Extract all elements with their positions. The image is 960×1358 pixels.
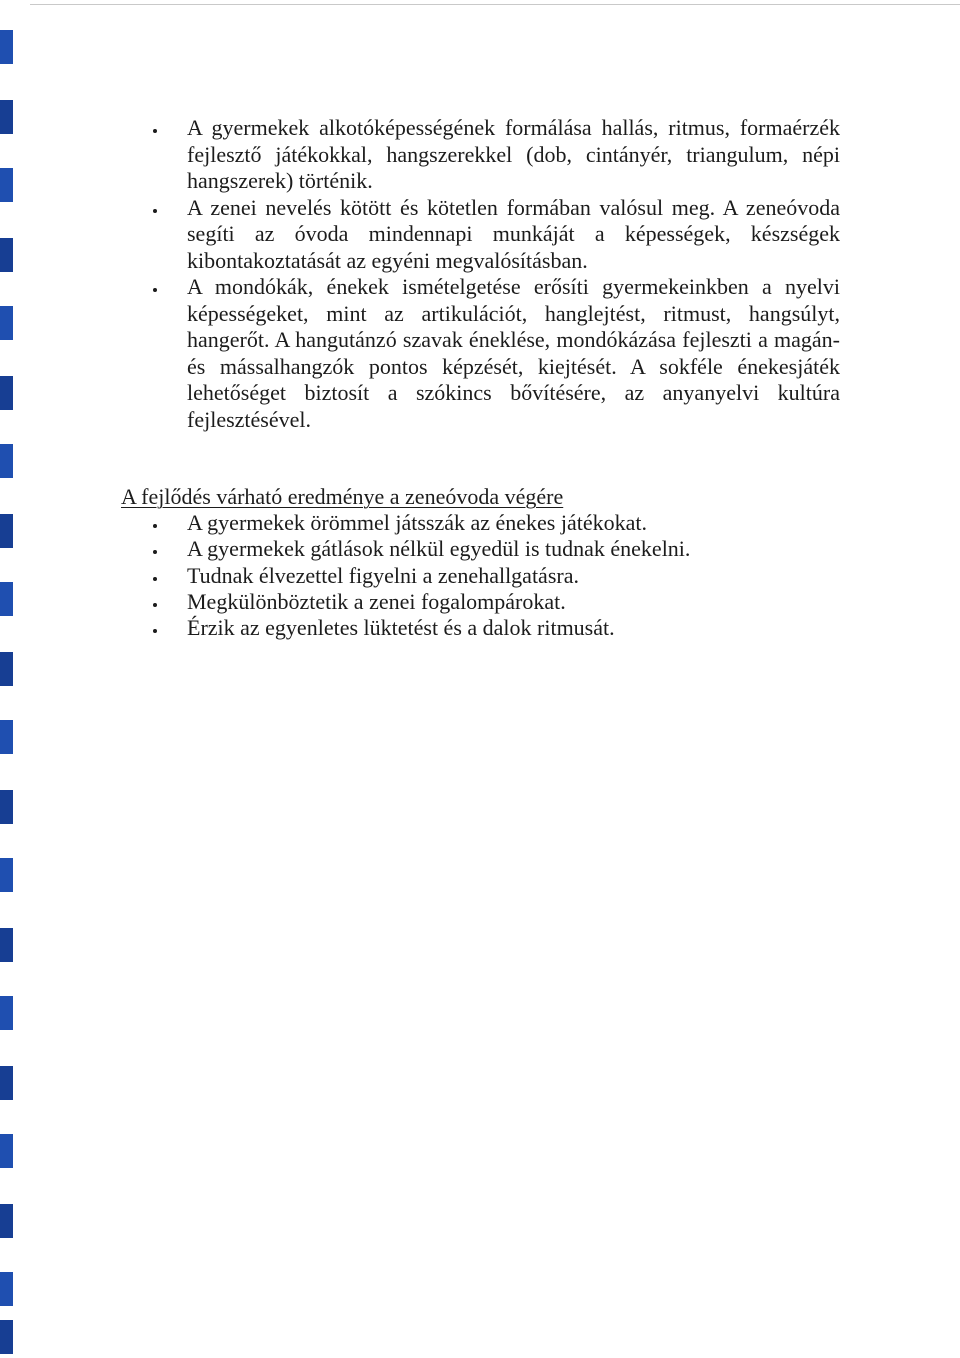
binding-mark xyxy=(0,444,13,478)
binding-mark xyxy=(0,1134,13,1168)
binding-mark xyxy=(0,582,13,616)
outcome-item: Megkülönböztetik a zenei fogalompárokat. xyxy=(150,589,840,615)
outcome-item: Tudnak élvezettel figyelni a zenehallgatásra. xyxy=(150,563,840,589)
section-heading: A fejlődés várható eredménye a zeneóvoda végére xyxy=(121,484,564,509)
outcomes-bullet-list xyxy=(150,510,840,641)
binding-mark xyxy=(0,1272,13,1306)
binding-strip xyxy=(0,0,16,1358)
paragraph-item: A zenei nevelés kötött és kötetlen formában valósul meg. A zeneóvoda segíti az óvoda mindennapi munkáját a képességek, készségek kibontakoztatását az egyéni megvalósításban. xyxy=(150,195,840,275)
binding-mark xyxy=(0,652,13,686)
binding-mark xyxy=(0,376,13,410)
binding-mark xyxy=(0,928,13,962)
binding-mark xyxy=(0,720,13,754)
binding-mark xyxy=(0,168,13,202)
binding-mark xyxy=(0,238,13,272)
paragraph-item: A mondókák, énekek ismételgetése erősíti gyermekeinkben a nyelvi képességeket, mint az artikulációt, hanglejtést, ritmust, hangsúlyt, hangerőt. A hangutánzó szavak éneklése, mondókázása fejleszti a magán- és mássalhangzók pontos képzését, kiejtését. A sokféle énekesjáték lehetőséget biztosít a szókincs bővítésére, az anyanyelvi kultúra fejlesztésével. xyxy=(150,274,840,433)
binding-mark xyxy=(0,1204,13,1238)
intro-bullet-list xyxy=(150,115,840,433)
outcome-item: A gyermekek gátlások nélkül egyedül is tudnak énekelni. xyxy=(150,536,840,562)
outcome-item: Érzik az egyenletes lüktetést és a dalok ritmusát. xyxy=(150,615,840,641)
binding-mark xyxy=(0,100,13,134)
binding-mark xyxy=(0,514,13,548)
outcome-item: A gyermekek örömmel játsszák az énekes játékokat. xyxy=(150,510,840,536)
binding-mark xyxy=(0,996,13,1030)
binding-mark xyxy=(0,1066,13,1100)
binding-mark xyxy=(0,858,13,892)
paragraph-item: A gyermekek alkotóképességének formálása hallás, ritmus, formaérzék fejlesztő játékokkal, hangszerekkel (dob, cintányér, triangulum, népi hangszerek) történik. xyxy=(150,115,840,195)
binding-mark xyxy=(0,790,13,824)
binding-mark xyxy=(0,30,13,64)
binding-mark xyxy=(0,306,13,340)
scan-edge-line xyxy=(30,4,960,5)
binding-mark xyxy=(0,1320,13,1354)
